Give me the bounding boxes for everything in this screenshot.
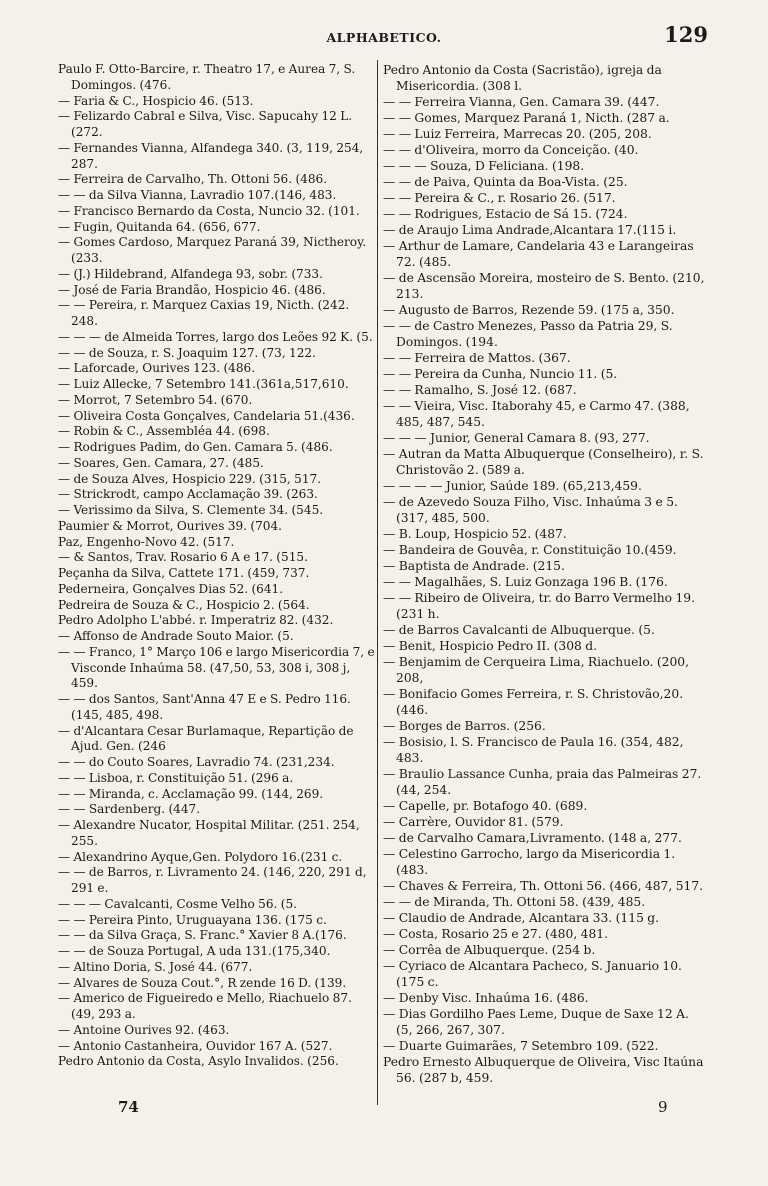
directory-entry: Pedreira de Souza & C., Hospicio 2. (564. (58, 597, 310, 612)
directory-entry: — Morrot, 7 Setembro 54. (670. (58, 392, 253, 407)
directory-entry: Pedro Antonio da Costa, Asylo Invalidos. (256. (58, 1054, 339, 1069)
directory-entry: — Altino Doria, S. José 44. (677. (58, 959, 253, 974)
directory-entry: — de Araujo Lima Andrade,Alcantara 17.(115 i. (383, 223, 677, 237)
directory-entry: — Gomes Cardoso, Marquez Paraná 39, Nictheroy. (233. (58, 235, 367, 265)
directory-entry: — B. Loup, Hospicio 52. (487. (383, 527, 567, 541)
directory-entry: — Bonifacio Gomes Ferreira, r. S. Christovão,20. (446. (383, 687, 684, 717)
directory-entry: — de Ascensão Moreira, mosteiro de S. Bento. (210, 213. (383, 271, 705, 301)
directory-entry: — Bandeira de Gouvêa, r. Constituição 10.(459. (383, 543, 677, 557)
directory-entry: — de Barros Cavalcanti de Albuquerque. (5. (383, 623, 655, 637)
directory-entry: — — Ferreira Vianna, Gen. Camara 39. (447. (383, 95, 660, 109)
directory-entry: — Ferreira de Carvalho, Th. Ottoni 56. (486. (58, 172, 328, 187)
directory-entry: — Luiz Allecke, 7 Setembro 141.(361a,517,610. (58, 377, 349, 391)
directory-entry: — — Ramalho, S. José 12. (687. (383, 383, 577, 397)
directory-entry: — — Sardenberg. (447. (58, 802, 201, 817)
directory-entry: — — de Souza, r. S. Joaquim 127. (73, 122. (58, 345, 316, 360)
directory-entry: — Capelle, pr. Botafogo 40. (689. (383, 799, 588, 813)
directory-entry: — Duarte Guimarães, 7 Setembro 109. (522. (383, 1039, 659, 1053)
directory-entry: — d'Alcantara Cesar Burlamaque, Repartição de Ajud. Gen. (246 (58, 723, 354, 754)
directory-entry: Paz, Engenho-Novo 42. (517. (58, 534, 235, 549)
directory-entry: — Affonso de Andrade Souto Maior. (5. (58, 629, 294, 643)
directory-entry: — de Carvalho Camara,Livramento. (148 a, 277. (383, 831, 682, 845)
directory-entry: — Costa, Rosario 25 e 27. (480, 481. (383, 927, 609, 941)
column-divider (377, 60, 378, 1105)
directory-entry: — — do Couto Soares, Lavradio 74. (231,234. (58, 755, 335, 769)
directory-entry: — Americo de Figueiredo e Mello, Riachuelo 87. (49, 293 a. (58, 991, 352, 1021)
left-column (58, 62, 375, 1070)
directory-entry: — de Souza Alves, Hospicio 229. (315, 517. (58, 471, 322, 486)
directory-entry: — Verissimo da Silva, S. Clemente 34. (545. (58, 503, 324, 517)
directory-entry: — Francisco Bernardo da Costa, Nuncio 32. (101. (58, 203, 360, 218)
directory-entry: — Antonio Castanheira, Ouvidor 167 A. (527. (58, 1038, 333, 1053)
directory-entry: — Augusto de Barros, Rezende 59. (175 a, 350. (383, 303, 675, 317)
directory-entry: — Dias Gordilho Paes Leme, Duque de Saxe 12 A. (5, 266, 267, 307. (383, 1007, 689, 1037)
directory-entry: — — — — Junior, Saúde 189. (65,213,459. (383, 479, 642, 493)
directory-entry: — — Ferreira de Mattos. (367. (383, 351, 571, 365)
directory-entry: — Celestino Garrocho, largo da Misericordia 1. (483. (383, 847, 676, 877)
directory-entry: Pedro Adolpho L'abbé. r. Imperatriz 82. (432. (58, 613, 334, 628)
directory-entry: — Baptista de Andrade. (215. (383, 559, 565, 573)
directory-entry: — Faria & C., Hospicio 46. (513. (58, 93, 254, 108)
directory-entry: — Claudio de Andrade, Alcantara 33. (115 g. (383, 911, 660, 925)
directory-entry: — — — Junior, General Camara 8. (93, 277. (383, 431, 650, 445)
directory-entry: — — da Silva Graça, S. Franc.° Xavier 8 A.(176. (58, 928, 347, 943)
directory-entry: — — Franco, 1° Março 106 e largo Misericordia 7, e Visconde Inhaúma 58. (47,50, 53, 308 i, 308 j, 459. (58, 644, 375, 691)
directory-entry: — Fernandes Vianna, Alfandega 340. (3, 119, 254, 287. (58, 140, 364, 171)
directory-entry: — Alvares de Souza Cout.°, R zende 16 D. (139. (58, 975, 347, 990)
directory-entry: — — de Castro Menezes, Passo da Patria 29, S. Domingos. (194. (383, 319, 673, 349)
directory-entry: — — de Souza Portugal, A uda 131.(175,340. (58, 944, 331, 958)
directory-entry: — Benit, Hospicio Pedro II. (308 d. (383, 639, 598, 653)
directory-entry: Peçanha da Silva, Cattete 171. (459, 737. (58, 566, 310, 580)
running-title: ALPHABETICO. (326, 30, 442, 45)
page-header (0, 22, 768, 52)
directory-entry: — — — de Almeida Torres, largo dos Leões 92 K. (5. (58, 329, 373, 344)
directory-entry: — Laforcade, Ourives 123. (486. (58, 361, 256, 376)
directory-entry: — Corrêa de Albuquerque. (254 b. (383, 943, 596, 957)
directory-entry: — Alexandrino Ayque,Gen. Polydoro 16.(231 c. (58, 849, 343, 864)
directory-entry: — — Pereira da Cunha, Nuncio 11. (5. (383, 367, 618, 381)
directory-entry: — Benjamim de Cerqueira Lima, Riachuelo. (200, 208, (383, 655, 690, 685)
directory-entry: — Robin & C., Assembléa 44. (698. (58, 424, 270, 439)
directory-entry: — — d'Oliveira, morro da Conceição. (40. (383, 143, 639, 157)
directory-entry: — — Pereira, r. Marquez Caxias 19, Nicth. (242. 248. (58, 298, 350, 328)
directory-entry: — Borges de Barros. (256. (383, 719, 546, 733)
right-column (383, 62, 708, 1086)
directory-entry: — Autran da Matta Albuquerque (Conselheiro), r. S. Christovão 2. (589 a. (383, 447, 704, 477)
directory-entry: — José de Faria Brandão, Hospicio 46. (486. (58, 282, 326, 297)
directory-entry: — Antoine Ourives 92. (463. (58, 1022, 230, 1037)
directory-entry: — — Vieira, Visc. Itaborahy 45, e Carmo 47. (388, 485, 487, 545. (383, 399, 690, 429)
directory-entry: — — dos Santos, Sant'Anna 47 E e S. Pedro 116. (145, 485, 498. (58, 692, 351, 722)
directory-entry: — — de Miranda, Th. Ottoni 58. (439, 485. (383, 895, 646, 909)
directory-entry: — — Pereira Pinto, Uruguayana 136. (175 c. (58, 912, 327, 927)
directory-entry: — Braulio Lassance Cunha, praia das Palmeiras 27. (44, 254. (383, 767, 702, 797)
footer-mark: 9 (658, 1098, 668, 1116)
directory-entry: — de Azevedo Souza Filho, Visc. Inhaúma 3 e 5. (317, 485, 500. (383, 495, 678, 525)
directory-entry: — Arthur de Lamare, Candelaria 43 e Larangeiras 72. (485. (383, 239, 694, 269)
directory-entry: — — Lisboa, r. Constituição 51. (296 a. (58, 770, 294, 785)
directory-entry: — — Ribeiro de Oliveira, tr. do Barro Vermelho 19. (231 h. (383, 591, 696, 621)
directory-entry: — Alexandre Nucator, Hospital Militar. (251. 254, 255. (58, 818, 360, 848)
directory-entry: — — Luiz Ferreira, Marrecas 20. (205, 208. (383, 127, 652, 141)
directory-entry: — — Pereira & C., r. Rosario 26. (517. (383, 191, 616, 205)
directory-entry: Pedro Ernesto Albuquerque de Oliveira, Visc Itaúna 56. (287 b, 459. (383, 1055, 704, 1085)
directory-entry: — Rodrigues Padim, do Gen. Camara 5. (486. (58, 440, 333, 454)
directory-entry: — & Santos, Trav. Rosario 6 A e 17. (515. (58, 550, 308, 565)
directory-entry: Paulo F. Otto-Barcire, r. Theatro 17, e Aurea 7, S. Domingos. (476. (58, 62, 356, 92)
directory-entry: — Oliveira Costa Gonçalves, Candelaria 51.(436. (58, 408, 355, 423)
directory-entry: Pedro Antonio da Costa (Sacristão), igreja da Misericordia. (308 l. (383, 63, 662, 93)
directory-entry: — Cyriaco de Alcantara Pacheco, S. Januario 10. (175 c. (383, 959, 682, 989)
directory-entry: Pederneira, Gonçalves Dias 52. (641. (58, 581, 284, 596)
directory-entry: — Strickrodt, campo Acclamação 39. (263. (58, 487, 318, 502)
directory-entry: — Felizardo Cabral e Silva, Visc. Sapucahy 12 L. (272. (58, 109, 353, 139)
directory-entry: — Soares, Gen. Camara, 27. (485. (58, 455, 264, 470)
signature-mark: 74 (118, 1098, 139, 1116)
directory-entry: — — de Paiva, Quinta da Boa-Vista. (25. (383, 175, 628, 189)
directory-entry: — Fugin, Quitanda 64. (656, 677. (58, 219, 261, 234)
directory-entry: — — Miranda, c. Acclamação 99. (144, 269. (58, 786, 324, 801)
directory-entry: — — Gomes, Marquez Paraná 1, Nicth. (287 a. (383, 111, 670, 125)
directory-entry: — — de Barros, r. Livramento 24. (146, 220, 291 d, 291 e. (58, 865, 367, 895)
directory-entry: — Denby Visc. Inhaúma 16. (486. (383, 991, 589, 1005)
directory-entry: — — da Silva Vianna, Lavradio 107.(146, 483. (58, 188, 337, 202)
page-number: 129 (664, 22, 708, 47)
directory-entry: — Bosisio, l. S. Francisco de Paula 16. (354, 482, 483. (383, 735, 684, 765)
directory-entry: — Carrère, Ouvidor 81. (579. (383, 815, 564, 829)
directory-entry: — Chaves & Ferreira, Th. Ottoni 56. (466, 487, 517. (383, 879, 704, 893)
directory-entry: — — Magalhães, S. Luiz Gonzaga 196 B. (176. (383, 575, 668, 589)
directory-entry: — — — Cavalcanti, Cosme Velho 56. (5. (58, 896, 297, 911)
directory-entry: Paumier & Morrot, Ourives 39. (704. (58, 518, 282, 533)
directory-entry: — — — Souza, D Feliciana. (198. (383, 159, 585, 173)
directory-entry: — — Rodrigues, Estacio de Sá 15. (724. (383, 207, 628, 221)
directory-entry: — (J.) Hildebrand, Alfandega 93, sobr. (733. (58, 266, 323, 281)
